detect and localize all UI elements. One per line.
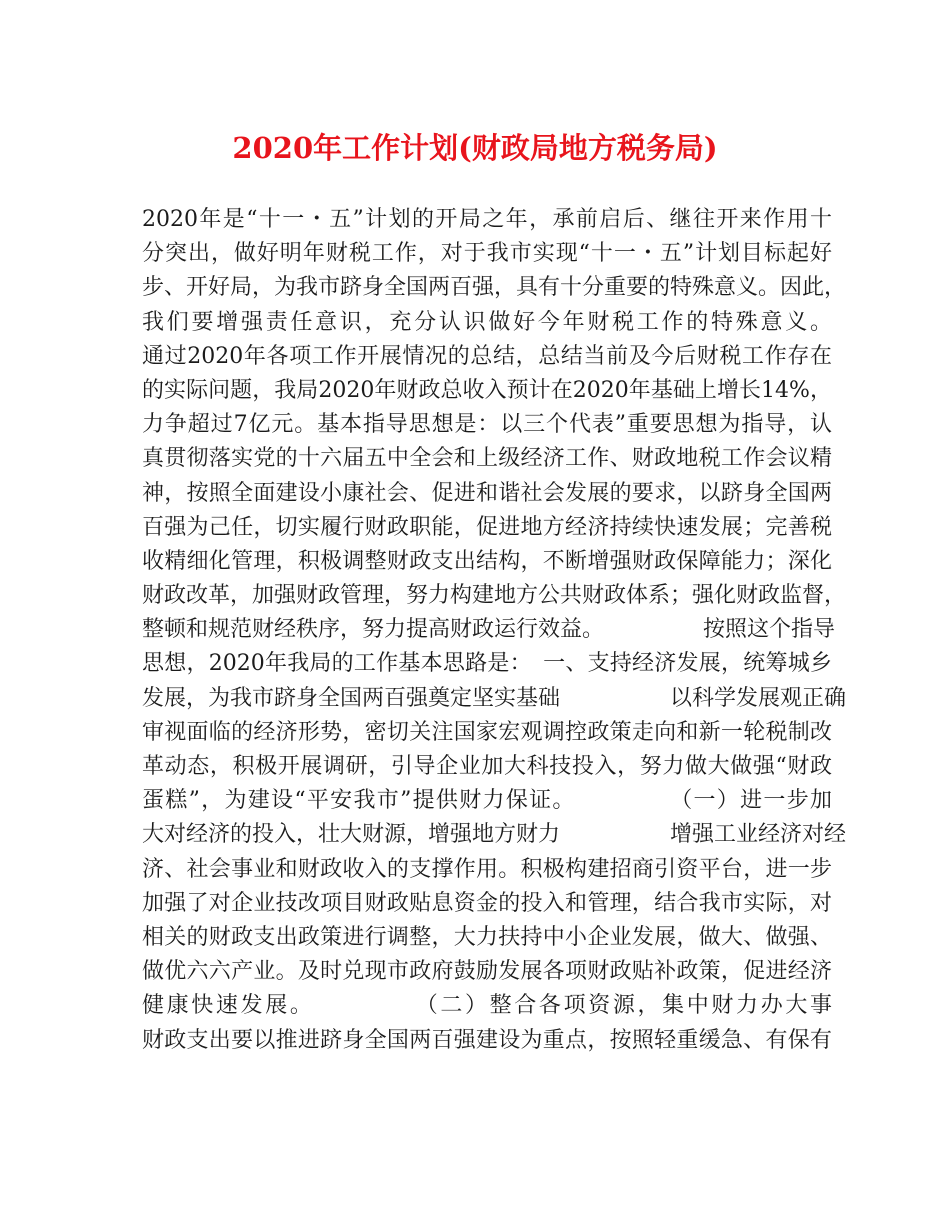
- body-line: 济、社会事业和财政收入的支撑作用。积极构建招商引资平台，进一步: [142, 856, 832, 882]
- body-line: 百强为己任，切实履行财政职能，促进地方经济持续快速发展；完善税: [142, 514, 832, 540]
- body-line: 真贯彻落实党的十六届五中全会和上级经济工作、财政地税工作会议精: [142, 446, 832, 472]
- body-line: 收精细化管理，积极调整财政支出结构，不断增强财政保障能力；深化: [142, 548, 832, 574]
- document-title: 2020年工作计划(财政局地方税务局): [232, 131, 718, 165]
- body-line: 思想，2020年我局的工作基本思路是： 一、支持经济发展，统筹城乡: [142, 651, 832, 677]
- body-line: 革动态，积极开展调研，引导企业加大科技投入，努力做大做强“财政: [142, 754, 832, 779]
- body-line: 发展，为我市跻身全国两百强奠定坚实基础 以科学发展观正确: [142, 685, 847, 711]
- body-line: 我们要增强责任意识，充分认识做好今年财税工作的特殊意义。: [142, 309, 832, 335]
- body-line: 健康快速发展。 （二）整合各项资源，集中财力办大事: [142, 993, 832, 1019]
- body-line: 力争超过7亿元。基本指导思想是：以三个代表”重要思想为指导，认: [142, 412, 832, 438]
- body-line: 神，按照全面建设小康社会、促进和谐社会发展的要求，以跻身全国两: [142, 480, 832, 506]
- body-line: 财政改革，加强财政管理，努力构建地方公共财政体系；强化财政监督，: [142, 583, 847, 609]
- body-line: 大对经济的投入，壮大财源，增强地方财力 增强工业经济对经: [142, 822, 847, 848]
- body-line: 审视面临的经济形势，密切关注国家宏观调控政策走向和新一轮税制改: [142, 719, 832, 745]
- document-body: [142, 203, 847, 1058]
- body-line: 分突出，做好明年财税工作，对于我市实现“十一・五”计划目标起好: [142, 241, 832, 267]
- body-line: 通过2020年各项工作开展情况的总结，总结当前及今后财税工作存在: [142, 343, 832, 369]
- body-line: 加强了对企业技改项目财政贴息资金的投入和管理，结合我市实际，对: [142, 890, 832, 916]
- body-line: 2020年是“十一・五”计划的开局之年，承前启后、继往开来作用十: [142, 207, 832, 232]
- body-line: 财政支出要以推进跻身全国两百强建设为重点，按照轻重缓急、有保有: [142, 1027, 832, 1053]
- body-line: 步、开好局，为我市跻身全国两百强，具有十分重要的特殊意义。因此，: [142, 275, 847, 301]
- body-line: 的实际问题，我局2020年财政总收入预计在2020年基础上增长14%，: [142, 377, 832, 403]
- body-line: 相关的财政支出政策进行调整，大力扶持中小企业发展，做大、做强、: [142, 924, 832, 950]
- body-line: 做优六六产业。及时兑现市政府鼓励发展各项财政贴补政策，促进经济: [142, 959, 832, 985]
- body-line: 整顿和规范财经秩序，努力提高财政运行效益。 按照这个指导: [142, 617, 836, 643]
- body-line: 蛋糕”，为建设“平安我市”提供财力保证。 （一）进一步加: [142, 788, 832, 814]
